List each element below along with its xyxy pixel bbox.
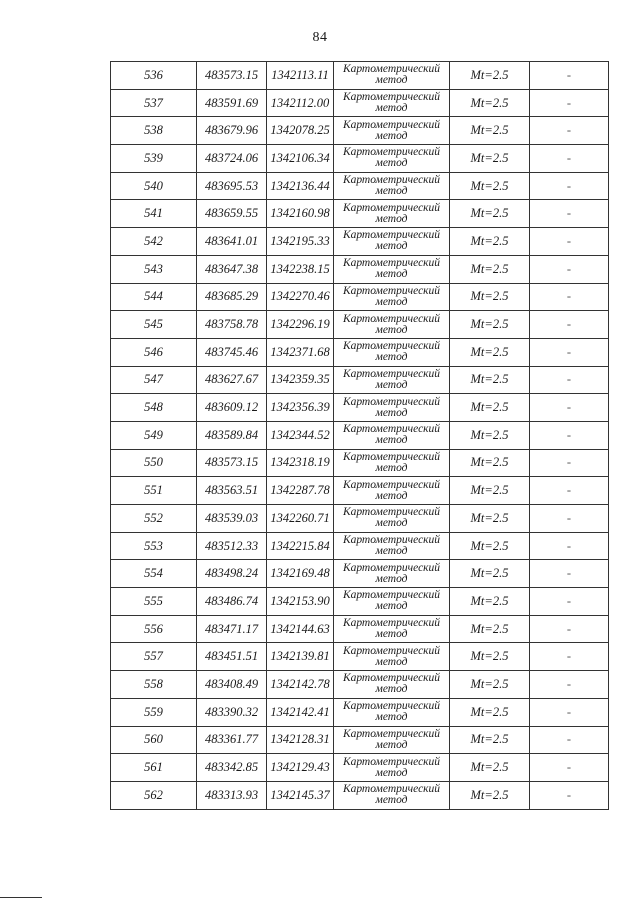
method-cell	[334, 172, 450, 200]
method-line-1: Картометрический	[342, 201, 441, 214]
note-cell: -	[530, 421, 609, 449]
method-line-1: Картометрический	[342, 534, 441, 547]
x-coordinate-cell: 483609.12	[197, 394, 267, 422]
table-row	[111, 62, 609, 90]
x-coordinate-cell: 483313.93	[197, 781, 267, 809]
note-cell: -	[530, 366, 609, 394]
point-number-cell: 544	[111, 283, 197, 311]
table-row	[111, 671, 609, 699]
table-row	[111, 366, 609, 394]
table-row	[111, 781, 609, 809]
y-coordinate-cell: 1342296.19	[267, 311, 334, 339]
x-coordinate-cell: 483408.49	[197, 671, 267, 699]
note-cell: -	[530, 89, 609, 117]
method-line-1: Картометрический	[342, 284, 441, 297]
point-number-cell: 554	[111, 560, 197, 588]
method-line-1: Картометрический	[342, 340, 441, 353]
method-line-2: метод	[375, 378, 408, 391]
accuracy-cell: Mt=2.5	[450, 781, 530, 809]
x-coordinate-cell: 483512.33	[197, 532, 267, 560]
x-coordinate-cell: 483758.78	[197, 311, 267, 339]
point-number-cell: 549	[111, 421, 197, 449]
y-coordinate-cell: 1342371.68	[267, 338, 334, 366]
point-number-cell: 550	[111, 449, 197, 477]
method-line-1: Картометрический	[342, 727, 441, 740]
method-line-2: метод	[375, 102, 408, 115]
method-cell	[334, 532, 450, 560]
y-coordinate-cell: 1342112.00	[267, 89, 334, 117]
method-line-2: метод	[375, 434, 408, 447]
y-coordinate-cell: 1342145.37	[267, 781, 334, 809]
method-line-1: Картометрический	[342, 423, 441, 436]
x-coordinate-cell: 483539.03	[197, 505, 267, 533]
method-line-2: метод	[375, 572, 408, 585]
table-row	[111, 117, 609, 145]
point-number-cell: 542	[111, 228, 197, 256]
method-cell	[334, 781, 450, 809]
table-row	[111, 255, 609, 283]
method-line-1: Картометрический	[342, 617, 441, 630]
method-cell	[334, 671, 450, 699]
y-coordinate-cell: 1342078.25	[267, 117, 334, 145]
accuracy-cell: Mt=2.5	[450, 588, 530, 616]
accuracy-cell: Mt=2.5	[450, 338, 530, 366]
method-line-1: Картометрический	[342, 644, 441, 657]
method-cell	[334, 62, 450, 90]
y-coordinate-cell: 1342128.31	[267, 726, 334, 754]
table-row	[111, 532, 609, 560]
method-line-1: Картометрический	[342, 450, 441, 463]
method-line-1: Картометрический	[342, 229, 441, 242]
y-coordinate-cell: 1342287.78	[267, 477, 334, 505]
method-cell	[334, 228, 450, 256]
note-cell: -	[530, 671, 609, 699]
point-number-cell: 545	[111, 311, 197, 339]
method-line-2: метод	[375, 406, 408, 419]
method-line-2: метод	[375, 240, 408, 253]
note-cell: -	[530, 228, 609, 256]
accuracy-cell: Mt=2.5	[450, 698, 530, 726]
y-coordinate-cell: 1342270.46	[267, 283, 334, 311]
method-cell	[334, 477, 450, 505]
point-number-cell: 536	[111, 62, 197, 90]
x-coordinate-cell: 483591.69	[197, 89, 267, 117]
method-line-1: Картометрический	[342, 146, 441, 159]
note-cell: -	[530, 394, 609, 422]
footer-rule	[0, 897, 42, 898]
accuracy-cell: Mt=2.5	[450, 421, 530, 449]
method-cell	[334, 117, 450, 145]
x-coordinate-cell: 483342.85	[197, 754, 267, 782]
method-cell	[334, 145, 450, 173]
method-cell	[334, 421, 450, 449]
table-row	[111, 698, 609, 726]
x-coordinate-cell: 483498.24	[197, 560, 267, 588]
x-coordinate-cell: 483641.01	[197, 228, 267, 256]
table-row	[111, 643, 609, 671]
note-cell: -	[530, 532, 609, 560]
method-cell	[334, 283, 450, 311]
x-coordinate-cell: 483745.46	[197, 338, 267, 366]
note-cell: -	[530, 62, 609, 90]
note-cell: -	[530, 754, 609, 782]
y-coordinate-cell: 1342344.52	[267, 421, 334, 449]
table-row	[111, 394, 609, 422]
method-line-1: Картометрический	[342, 257, 441, 270]
x-coordinate-cell: 483685.29	[197, 283, 267, 311]
method-line-2: метод	[375, 268, 408, 281]
note-cell: -	[530, 255, 609, 283]
page-number: 84	[312, 30, 328, 45]
accuracy-cell: Mt=2.5	[450, 449, 530, 477]
point-number-cell: 541	[111, 200, 197, 228]
point-number-cell: 543	[111, 255, 197, 283]
y-coordinate-cell: 1342195.33	[267, 228, 334, 256]
note-cell: -	[530, 560, 609, 588]
accuracy-cell: Mt=2.5	[450, 145, 530, 173]
point-number-cell: 547	[111, 366, 197, 394]
x-coordinate-cell: 483659.55	[197, 200, 267, 228]
method-cell	[334, 89, 450, 117]
point-number-cell: 540	[111, 172, 197, 200]
accuracy-cell: Mt=2.5	[450, 754, 530, 782]
table-row	[111, 726, 609, 754]
method-cell	[334, 255, 450, 283]
accuracy-cell: Mt=2.5	[450, 394, 530, 422]
method-line-1: Картометрический	[342, 63, 441, 76]
point-number-cell: 562	[111, 781, 197, 809]
accuracy-cell: Mt=2.5	[450, 505, 530, 533]
table-row	[111, 505, 609, 533]
method-line-2: метод	[375, 323, 408, 336]
method-line-2: метод	[375, 545, 408, 558]
method-line-1: Картометрический	[342, 561, 441, 574]
note-cell: -	[530, 449, 609, 477]
note-cell: -	[530, 117, 609, 145]
x-coordinate-cell: 483647.38	[197, 255, 267, 283]
accuracy-cell: Mt=2.5	[450, 726, 530, 754]
accuracy-cell: Mt=2.5	[450, 532, 530, 560]
method-line-1: Картометрический	[342, 174, 441, 187]
accuracy-cell: Mt=2.5	[450, 89, 530, 117]
accuracy-cell: Mt=2.5	[450, 671, 530, 699]
point-number-cell: 555	[111, 588, 197, 616]
x-coordinate-cell: 483627.67	[197, 366, 267, 394]
y-coordinate-cell: 1342106.34	[267, 145, 334, 173]
note-cell: -	[530, 781, 609, 809]
method-line-2: метод	[375, 212, 408, 225]
point-number-cell: 537	[111, 89, 197, 117]
x-coordinate-cell: 483724.06	[197, 145, 267, 173]
table-row	[111, 172, 609, 200]
note-cell: -	[530, 588, 609, 616]
y-coordinate-cell: 1342169.48	[267, 560, 334, 588]
x-coordinate-cell: 483390.32	[197, 698, 267, 726]
table-row	[111, 477, 609, 505]
table-row	[111, 421, 609, 449]
y-coordinate-cell: 1342215.84	[267, 532, 334, 560]
method-line-2: метод	[375, 794, 408, 807]
note-cell: -	[530, 311, 609, 339]
method-cell	[334, 643, 450, 671]
method-cell	[334, 338, 450, 366]
point-number-cell: 559	[111, 698, 197, 726]
method-cell	[334, 588, 450, 616]
point-number-cell: 557	[111, 643, 197, 671]
coordinates-table-body	[111, 62, 609, 810]
accuracy-cell: Mt=2.5	[450, 172, 530, 200]
method-line-2: метод	[375, 157, 408, 170]
note-cell: -	[530, 505, 609, 533]
method-line-2: метод	[375, 74, 408, 87]
method-line-2: метод	[375, 185, 408, 198]
y-coordinate-cell: 1342142.41	[267, 698, 334, 726]
point-number-cell: 546	[111, 338, 197, 366]
table-row	[111, 754, 609, 782]
point-number-cell: 552	[111, 505, 197, 533]
y-coordinate-cell: 1342113.11	[267, 62, 334, 90]
note-cell: -	[530, 172, 609, 200]
y-coordinate-cell: 1342144.63	[267, 615, 334, 643]
method-cell	[334, 560, 450, 588]
y-coordinate-cell: 1342139.81	[267, 643, 334, 671]
note-cell: -	[530, 615, 609, 643]
method-line-1: Картометрический	[342, 367, 441, 380]
table-row	[111, 615, 609, 643]
method-line-1: Картометрический	[342, 755, 441, 768]
y-coordinate-cell: 1342142.78	[267, 671, 334, 699]
x-coordinate-cell: 483573.15	[197, 62, 267, 90]
method-line-1: Картометрический	[342, 506, 441, 519]
method-cell	[334, 726, 450, 754]
note-cell: -	[530, 338, 609, 366]
method-line-2: метод	[375, 295, 408, 308]
note-cell: -	[530, 477, 609, 505]
method-line-2: метод	[375, 489, 408, 502]
note-cell: -	[530, 283, 609, 311]
method-cell	[334, 505, 450, 533]
note-cell: -	[530, 698, 609, 726]
method-line-2: метод	[375, 351, 408, 364]
method-cell	[334, 366, 450, 394]
accuracy-cell: Mt=2.5	[450, 200, 530, 228]
point-number-cell: 538	[111, 117, 197, 145]
y-coordinate-cell: 1342136.44	[267, 172, 334, 200]
table-row	[111, 449, 609, 477]
accuracy-cell: Mt=2.5	[450, 255, 530, 283]
method-line-2: метод	[375, 129, 408, 142]
x-coordinate-cell: 483695.53	[197, 172, 267, 200]
table-row	[111, 145, 609, 173]
point-number-cell: 560	[111, 726, 197, 754]
method-cell	[334, 449, 450, 477]
method-line-2: метод	[375, 766, 408, 779]
coordinates-table	[110, 61, 609, 810]
point-number-cell: 551	[111, 477, 197, 505]
x-coordinate-cell: 483679.96	[197, 117, 267, 145]
method-line-1: Картометрический	[342, 118, 441, 131]
x-coordinate-cell: 483486.74	[197, 588, 267, 616]
method-line-1: Картометрический	[342, 589, 441, 602]
accuracy-cell: Mt=2.5	[450, 117, 530, 145]
method-line-2: метод	[375, 655, 408, 668]
accuracy-cell: Mt=2.5	[450, 228, 530, 256]
point-number-cell: 556	[111, 615, 197, 643]
method-cell	[334, 200, 450, 228]
note-cell: -	[530, 145, 609, 173]
method-cell	[334, 754, 450, 782]
point-number-cell: 558	[111, 671, 197, 699]
method-line-2: метод	[375, 628, 408, 641]
y-coordinate-cell: 1342260.71	[267, 505, 334, 533]
method-line-2: метод	[375, 683, 408, 696]
method-line-2: метод	[375, 600, 408, 613]
table-row	[111, 89, 609, 117]
accuracy-cell: Mt=2.5	[450, 615, 530, 643]
method-line-2: метод	[375, 461, 408, 474]
method-line-1: Картометрический	[342, 672, 441, 685]
method-line-1: Картометрический	[342, 395, 441, 408]
table-row	[111, 560, 609, 588]
point-number-cell: 553	[111, 532, 197, 560]
method-line-2: метод	[375, 738, 408, 751]
note-cell: -	[530, 643, 609, 671]
x-coordinate-cell: 483563.51	[197, 477, 267, 505]
table-row	[111, 338, 609, 366]
point-number-cell: 561	[111, 754, 197, 782]
method-cell	[334, 698, 450, 726]
x-coordinate-cell: 483361.77	[197, 726, 267, 754]
method-line-2: метод	[375, 517, 408, 530]
accuracy-cell: Mt=2.5	[450, 283, 530, 311]
method-line-1: Картометрический	[342, 783, 441, 796]
accuracy-cell: Mt=2.5	[450, 62, 530, 90]
method-cell	[334, 311, 450, 339]
method-line-1: Картометрический	[342, 700, 441, 713]
table-row	[111, 311, 609, 339]
y-coordinate-cell: 1342153.90	[267, 588, 334, 616]
method-line-1: Картометрический	[342, 312, 441, 325]
y-coordinate-cell: 1342356.39	[267, 394, 334, 422]
accuracy-cell: Mt=2.5	[450, 311, 530, 339]
y-coordinate-cell: 1342359.35	[267, 366, 334, 394]
x-coordinate-cell: 483451.51	[197, 643, 267, 671]
y-coordinate-cell: 1342129.43	[267, 754, 334, 782]
y-coordinate-cell: 1342160.98	[267, 200, 334, 228]
method-line-1: Картометрический	[342, 91, 441, 104]
x-coordinate-cell: 483471.17	[197, 615, 267, 643]
table-row	[111, 228, 609, 256]
point-number-cell: 548	[111, 394, 197, 422]
accuracy-cell: Mt=2.5	[450, 643, 530, 671]
point-number-cell: 539	[111, 145, 197, 173]
method-cell	[334, 615, 450, 643]
x-coordinate-cell: 483573.15	[197, 449, 267, 477]
method-cell	[334, 394, 450, 422]
method-line-2: метод	[375, 711, 408, 724]
note-cell: -	[530, 200, 609, 228]
accuracy-cell: Mt=2.5	[450, 560, 530, 588]
y-coordinate-cell: 1342318.19	[267, 449, 334, 477]
accuracy-cell: Mt=2.5	[450, 366, 530, 394]
table-row	[111, 588, 609, 616]
table-row	[111, 283, 609, 311]
note-cell: -	[530, 726, 609, 754]
method-line-1: Картометрический	[342, 478, 441, 491]
table-row	[111, 200, 609, 228]
y-coordinate-cell: 1342238.15	[267, 255, 334, 283]
x-coordinate-cell: 483589.84	[197, 421, 267, 449]
accuracy-cell: Mt=2.5	[450, 477, 530, 505]
